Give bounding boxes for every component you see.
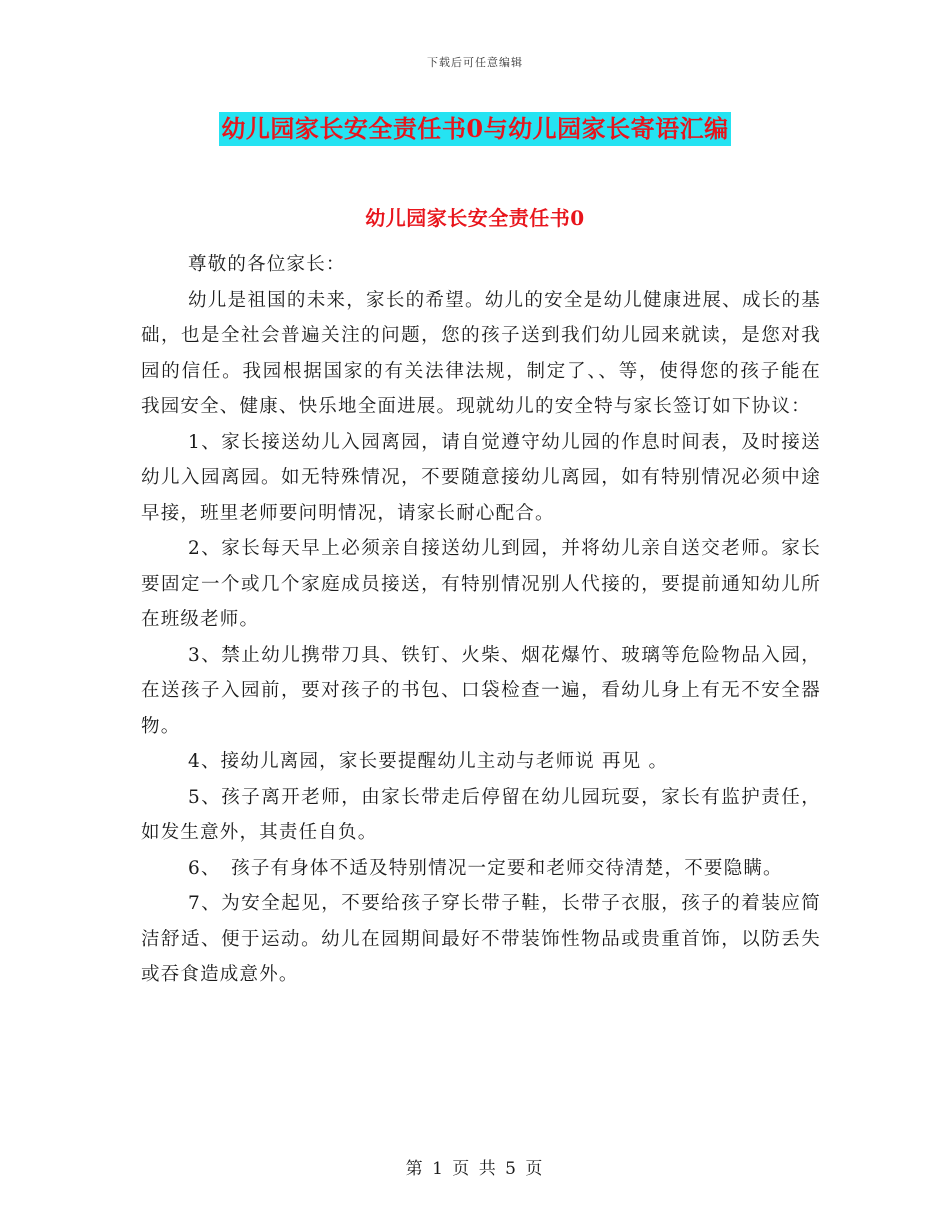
document-body bbox=[141, 247, 821, 993]
main-title: 幼儿园家长安全责任书0与幼儿园家长寄语汇编 bbox=[219, 112, 730, 146]
page-header-note: 下载后可任意编辑 bbox=[427, 56, 523, 69]
salutation: 尊敬的各位家长： bbox=[188, 254, 346, 275]
intro-paragraph: 幼儿是祖国的未来，家长的希望。幼儿的安全是幼儿健康进展、成长的基础，也是全社会普遍关注的问题，您的孩子送到我们幼儿园来就读，是您对我园的信任。我园根据国家的有关法律法规，制定了、、等，使得您的孩子能在我园安全、健康、快乐地全面进展。现就幼儿的安全特与家长签订如下协议： bbox=[141, 289, 821, 417]
main-title-container bbox=[0, 112, 950, 146]
sub-title: 幼儿园家长安全责任书0 bbox=[365, 206, 585, 230]
clause-3: 3、禁止幼儿携带刀具、铁钉、火柴、烟花爆竹、玻璃等危险物品入园，在送孩子入园前，要对孩子的书包、口袋检查一遍，看幼儿身上有无不安全器物。 bbox=[141, 644, 821, 737]
clause-6: 6、 孩子有身体不适及特别情况一定要和老师交待清楚，不要隐瞒。 bbox=[188, 857, 783, 879]
clause-2: 2、家长每天早上必须亲自接送幼儿到园，并将幼儿亲自送交老师。家长要固定一个或几个家庭成员接送，有特别情况别人代接的，要提前通知幼儿所在班级老师。 bbox=[141, 538, 821, 630]
page-number: 第 1 页 共 5 页 bbox=[405, 1159, 545, 1179]
clause-4: 4、接幼儿离园，家长要提醒幼儿主动与老师说 再见 。 bbox=[188, 751, 669, 772]
clause-1: 1、家长接送幼儿入园离园，请自觉遵守幼儿园的作息时间表，及时接送幼儿入园离园。如无特殊情况，不要随意接幼儿离园，如有特别情况必须中途早接，班里老师要问明情况，请家长耐心配合。 bbox=[141, 431, 821, 524]
clause-5: 5、孩子离开老师，由家长带走后停留在幼儿园玩耍，家长有监护责任，如发生意外，其责任自负。 bbox=[141, 786, 821, 843]
clause-7: 7、为安全起见，不要给孩子穿长带子鞋，长带子衣服，孩子的着装应简洁舒适、便于运动。幼儿在园期间最好不带装饰性物品或贵重首饰，以防丢失或吞食造成意外。 bbox=[141, 893, 821, 985]
